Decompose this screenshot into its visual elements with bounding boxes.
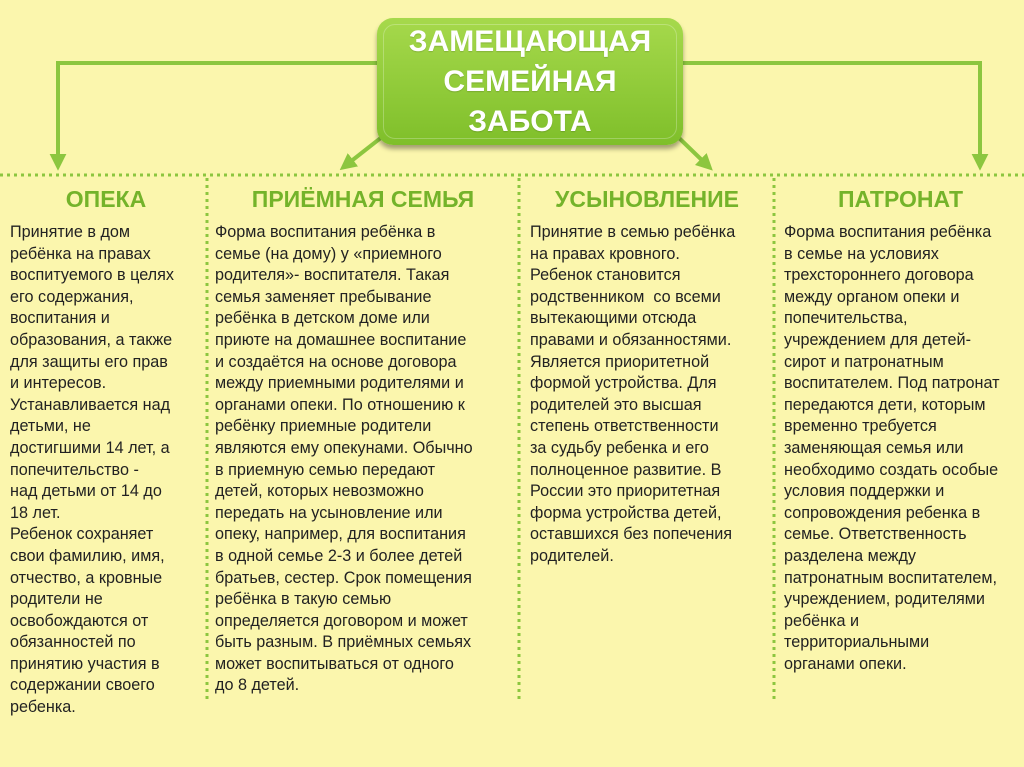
column-heading-opeka: ОПЕКА: [65, 186, 147, 212]
column-heading-priemnaya-semya: ПРИЁМНАЯ СЕМЬЯ: [251, 186, 475, 212]
arrow-to-usynovlenie: [678, 137, 708, 166]
column-text-patronat: Форма воспитания ребёнка в семье на условиях трехстороннего договора между органом опеки и попечительства, учреждением для детей- сирот и патронатным воспитателем. Под патронат передаются дети, которым временно требуется заменяющая семья или необходимо создать особые условия поддержки и сопровождения ребенка в семье. Ответственность разделена между патронатным воспитателем, учреждением, родителями ребёнка и территориальными органами опеки.: [784, 223, 1000, 673]
column-text-usynovlenie: Принятие в семью ребёнка на правах кровного. Ребенок становится родственником со всеми вытекающими отсюда правами и обязанностями. Является приоритетной формой устройства. Для родителей это высшая степень ответственности за судьбу ребенка и его полноценное развитие. В России это приоритетная форма устройства детей, оставшихся без попечения родителей.: [530, 223, 736, 565]
column-text-opeka: Принятие в дом ребёнка на правах воспитуемого в целях его содержания, воспитания и образования, а также для защиты его прав и интересов. Устанавливается над детьми, не достигшими 14 лет, а попечительство - над детьми от 14 до 18 лет. Ребенок сохраняет свои фамилию, имя, отчество, а кровные родители не освобождаются от обязанностей по принятию участия в содержании своего ребенка.: [10, 223, 174, 717]
arrow-to-priemnaya-semya: [345, 137, 382, 166]
arrow-to-opeka: [58, 63, 377, 164]
column-text-priemnaya-semya: Форма воспитания ребёнка в семье (на дому) у «приемного родителя»- воспитателя. Такая семья заменяет пребывание ребёнка в детском доме или приюте на домашнее воспитание и создаётся на основе договора между приемными родителями и органами опеки. По отношению к ребёнку приемные родители являются ему опекунами. Обычно в приемную семью передают детей, которых невозможно передать на усыновление или опеку, например, для воспитания в одной семье 2-3 и более детей братьев, сестер. Срок помещения ребёнка в такую семью определяется договором и может быть разным. В приёмных семьях может воспитываться от одного до 8 детей.: [215, 223, 473, 695]
column-heading-patronat: ПАТРОНАТ: [837, 186, 964, 212]
central-title-box: [377, 18, 683, 145]
central-title: ЗАМЕЩАЮЩАЯ СЕМЕЙНАЯ ЗАБОТА: [408, 24, 652, 138]
arrow-to-patronat: [683, 63, 980, 164]
column-heading-usynovlenie: УСЫНОВЛЕНИЕ: [555, 186, 739, 212]
